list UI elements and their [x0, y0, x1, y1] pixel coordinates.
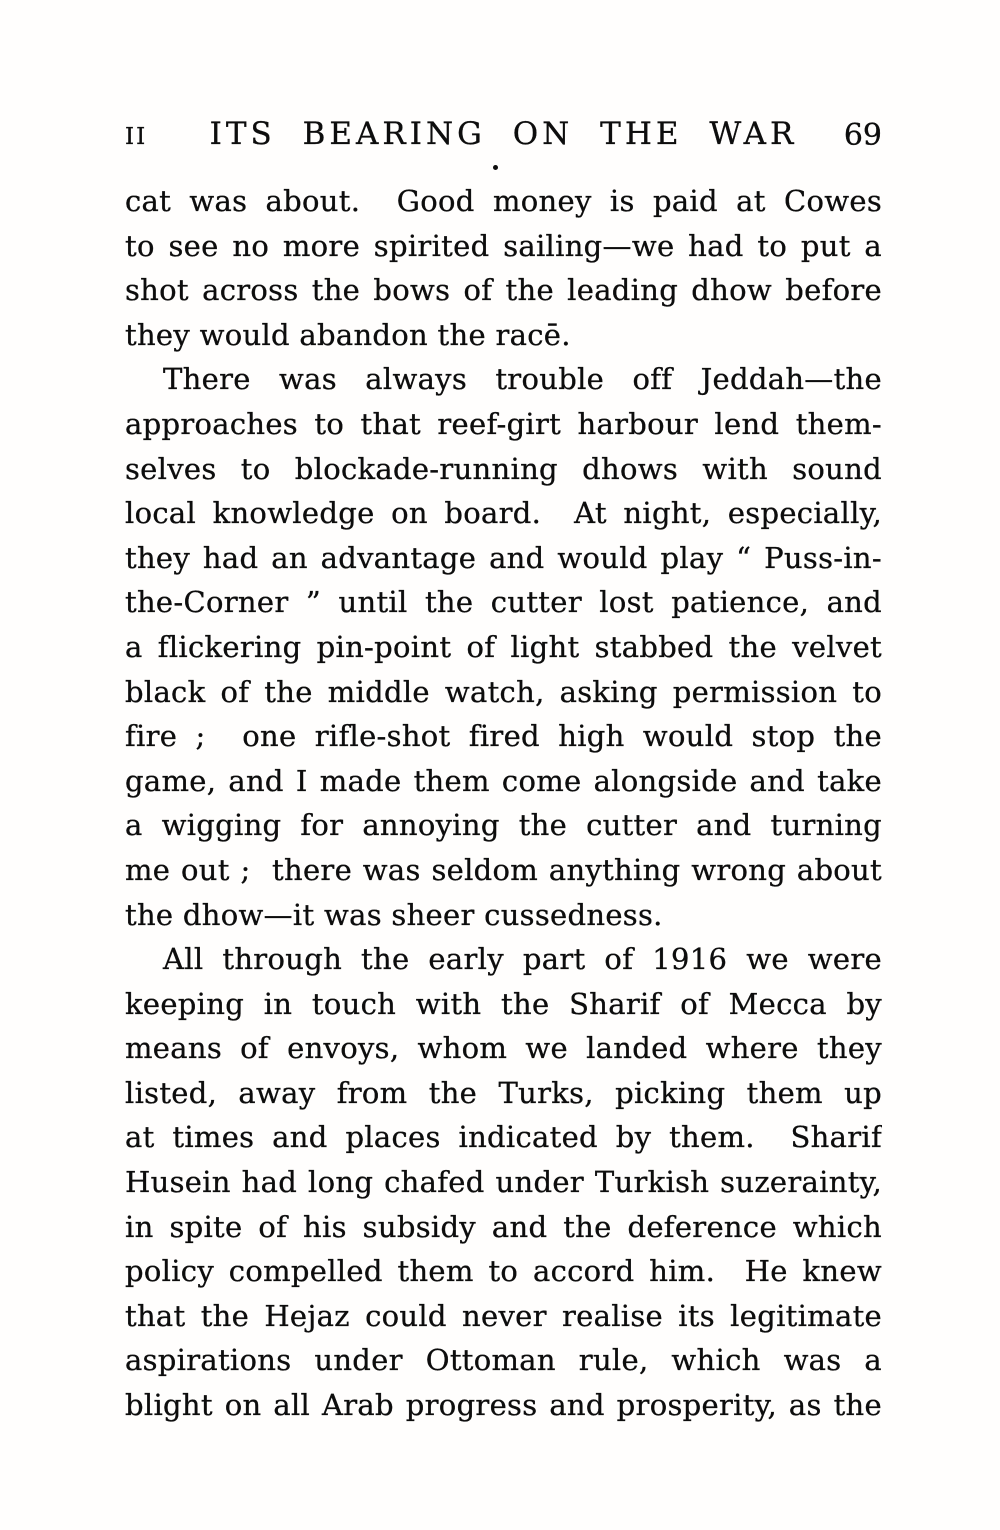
body-text-line: shot across the bows of the leading dhow before	[125, 273, 882, 308]
body-text-line: they had an advantage and would play “ Puss-in-	[125, 540, 882, 575]
body-text-line: selves to blockade-running dhows with sound	[125, 451, 882, 486]
body-text-line: game, and I made them come alongside and take	[125, 763, 882, 798]
body-text-line: a flickering pin-point of light stabbed the velvet	[125, 629, 882, 664]
body-text-line: at times and places indicated by them. Sharif	[125, 1120, 882, 1155]
body-text-line: listed, away from the Turks, picking them up	[125, 1075, 882, 1110]
page-number: 69	[843, 118, 882, 153]
body-text-line: blight on all Arab progress and prosperity, as the	[125, 1388, 882, 1423]
body-text-line: me out ; there was seldom anything wrong about	[125, 852, 882, 887]
body-text-line: Husein had long chafed under Turkish suzerainty,	[125, 1165, 882, 1200]
body-text-line: they would abandon the racē.	[125, 317, 571, 352]
body-text-line: in spite of his subsidy and the deference which	[125, 1209, 882, 1244]
body-text-line: keeping in touch with the Sharif of Mecca by	[125, 986, 882, 1021]
body-text-line: There was always trouble off Jeddah—the	[163, 362, 882, 397]
body-text-line: fire ; one rifle-shot fired high would stop the	[125, 719, 882, 754]
body-text-line: policy compelled them to accord him. He knew	[125, 1254, 882, 1289]
running-header	[125, 116, 882, 156]
body-text-line: cat was about. Good money is paid at Cowes	[125, 184, 882, 218]
body-text-line: a wigging for annoying the cutter and turning	[125, 808, 882, 843]
body-text-line: the dhow—it was sheer cussedness.	[125, 897, 663, 932]
body-text-line: All through the early part of 1916 we were	[163, 942, 882, 977]
chapter-number: II	[125, 124, 148, 150]
ink-speck	[493, 165, 498, 170]
body-text-line: means of envoys, whom we landed where they	[125, 1031, 882, 1066]
body-text-line: the-Corner ” until the cutter lost patience, and	[125, 585, 882, 620]
body-text-line: local knowledge on board. At night, especially,	[125, 496, 882, 531]
body-text-line: black of the middle watch, asking permission to	[125, 674, 882, 709]
running-title: ITS BEARING ON THE WAR	[209, 116, 798, 152]
page-body	[125, 179, 882, 1428]
body-text-line: to see no more spirited sailing—we had to put a	[125, 228, 882, 263]
body-text-line: that the Hejaz could never realise its legitimate	[125, 1298, 882, 1333]
body-text-line: aspirations under Ottoman rule, which was a	[125, 1343, 882, 1378]
body-text-line: approaches to that reef-girt harbour lend them-	[125, 406, 882, 441]
